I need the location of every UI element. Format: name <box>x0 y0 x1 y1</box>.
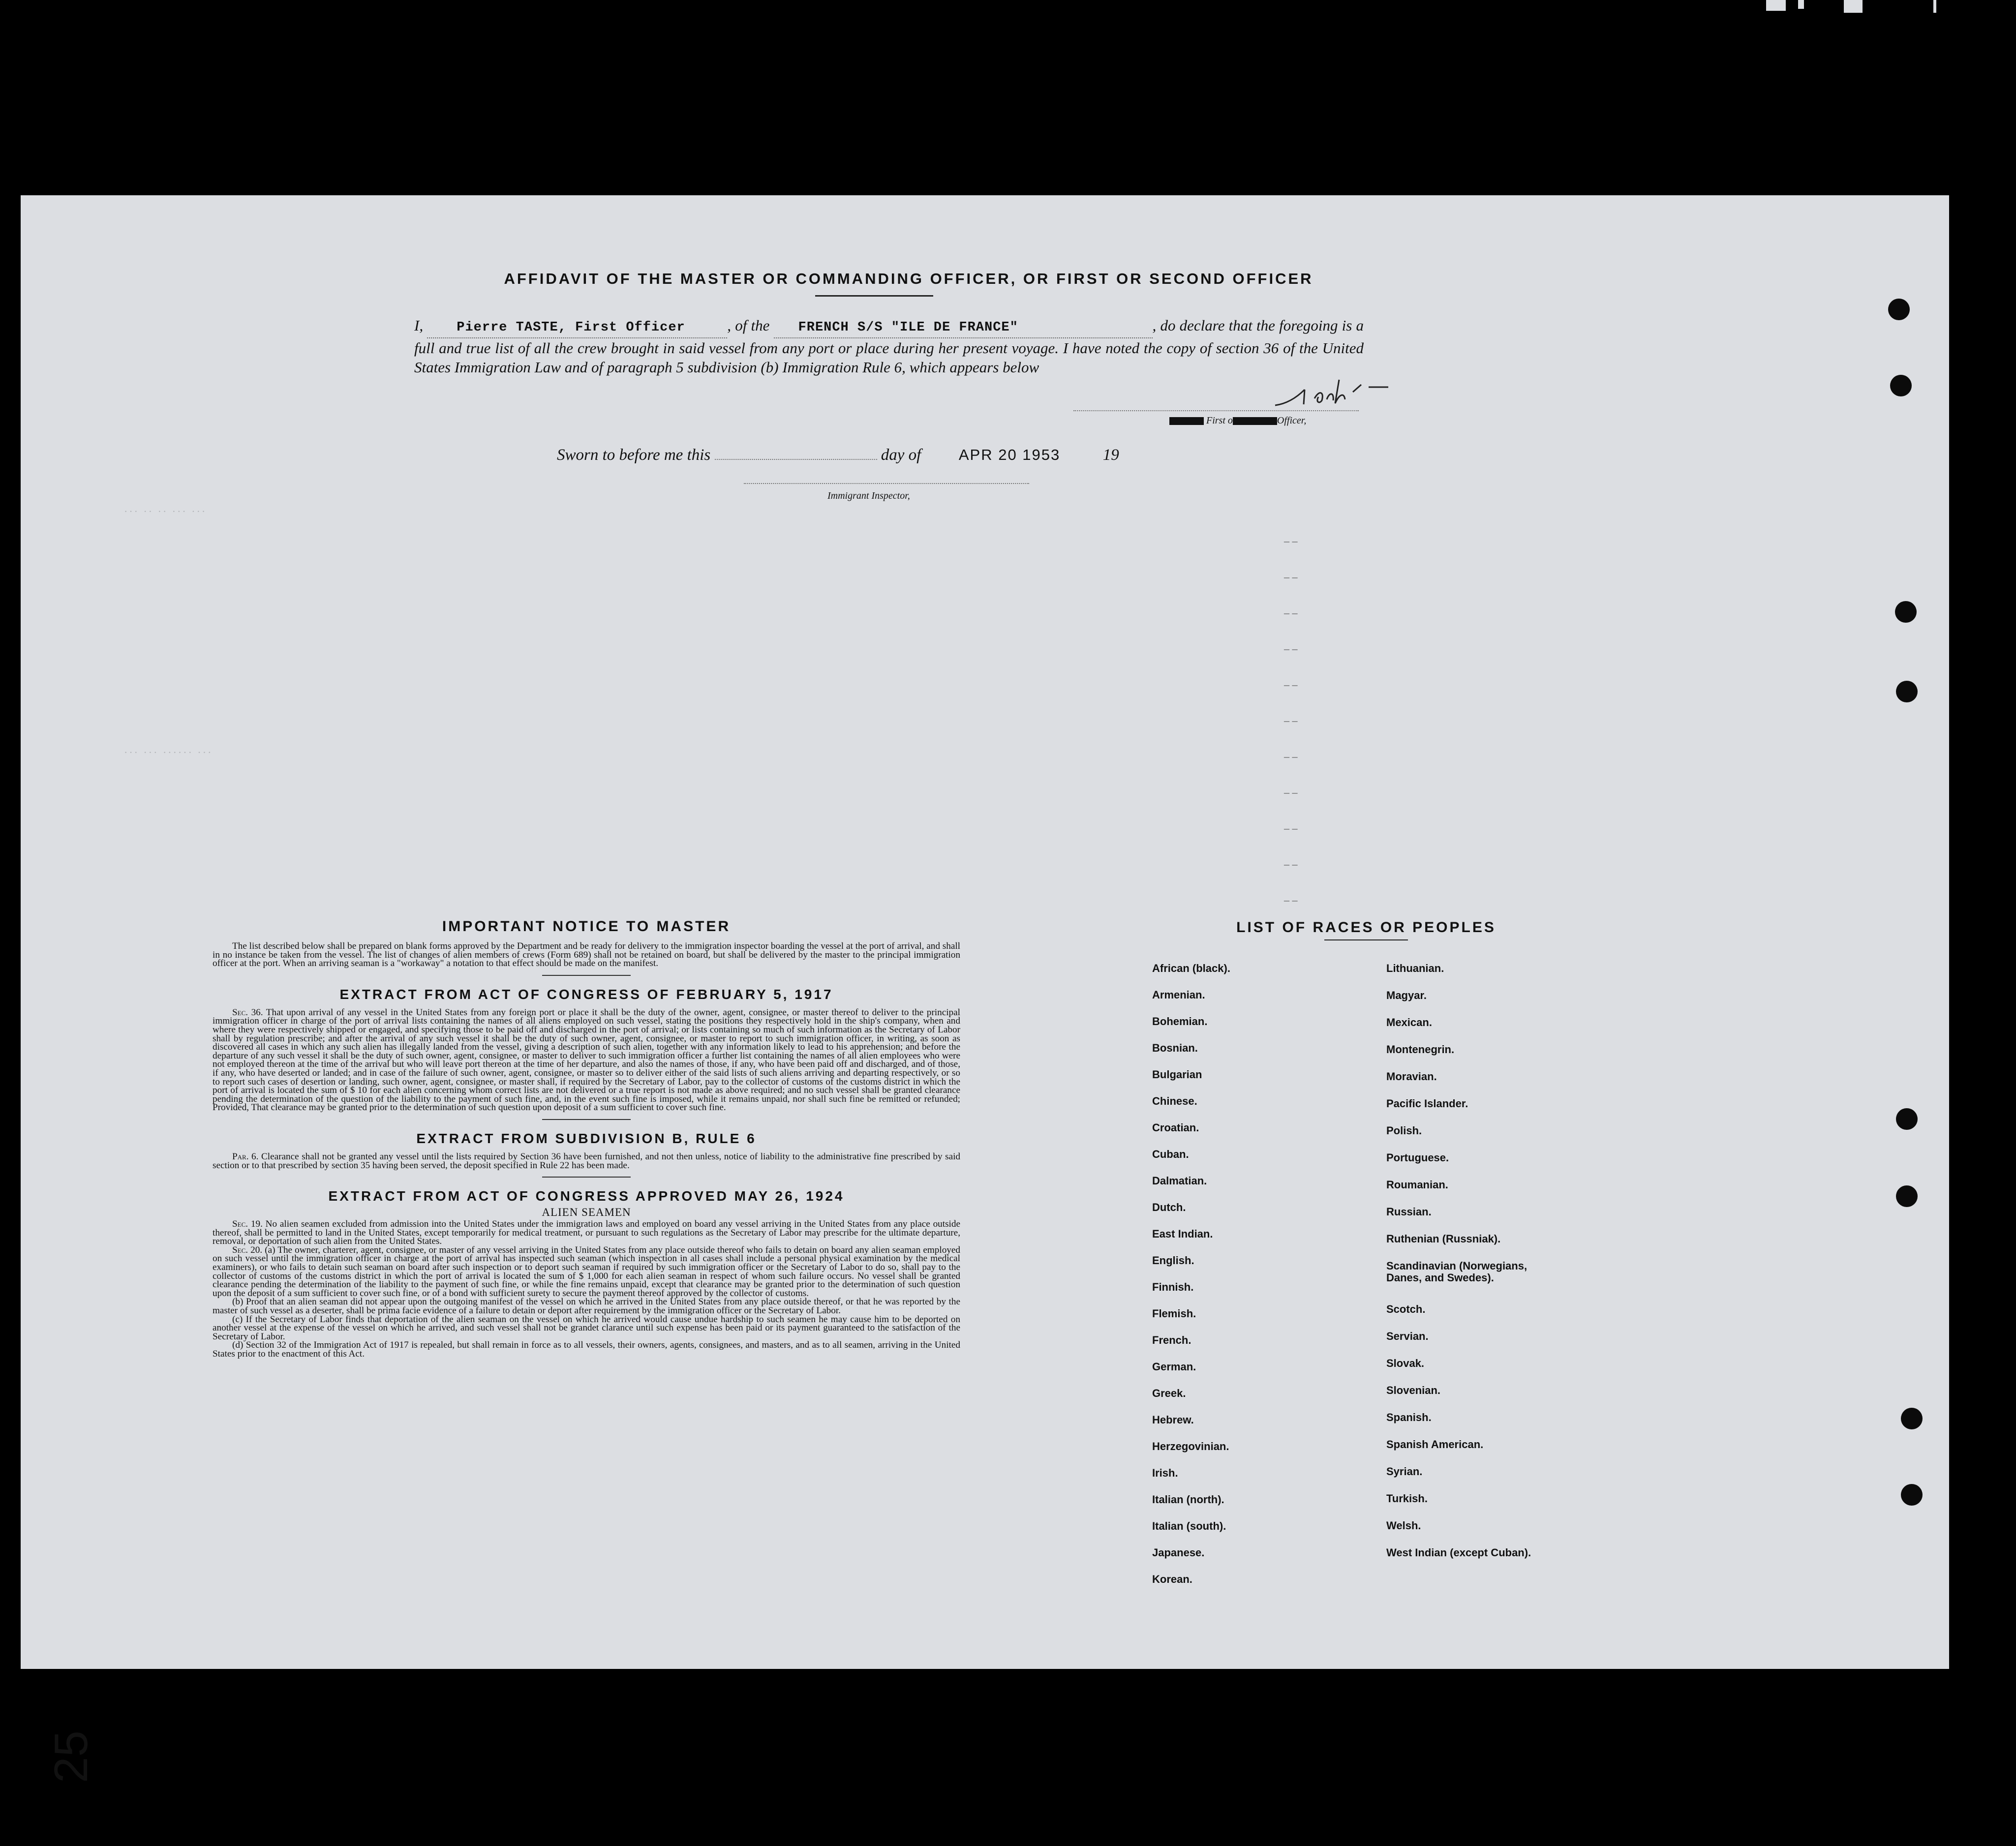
race-item: Bosnian. <box>1152 1042 1198 1054</box>
dash-mark: – – <box>1284 786 1298 798</box>
dash-mark: – – <box>1284 858 1298 870</box>
scan-artifact <box>1844 0 1863 13</box>
title-underline <box>815 295 933 297</box>
dash-mark: – – <box>1284 678 1298 691</box>
race-item: German. <box>1152 1361 1196 1373</box>
declaration-body: that the foregoing is a full and true list of all the crew brought in said vessel from any port or place during her present voyage. I have noted the copy of section 36 of the United States Immigration Law and of paragraph 5 subdivision (b) Immigration Rule 6, which appears below <box>414 317 1364 376</box>
scan-artifact <box>1933 0 1936 13</box>
sec20-d: (d) Section 32 of the Immigration Act of 1917 is repealed, but shall remain in force as to all vessels, their owners, agents, consignees, and masters, and as to all seamen, arriving in the United States prior to the enactment of this Act. <box>213 1340 960 1359</box>
signature-caption-first: First o <box>1206 415 1233 426</box>
page-number: 25 <box>45 1730 97 1783</box>
races-title: LIST OF RACES OR PEOPLES <box>1236 919 1496 936</box>
race-item: Moravian. <box>1386 1070 1437 1083</box>
year-prefix: 19 <box>1102 446 1119 464</box>
race-item: Slovak. <box>1386 1357 1425 1369</box>
punch-hole <box>1888 299 1910 320</box>
race-item: African (black). <box>1152 962 1230 974</box>
sworn-line <box>557 446 1119 464</box>
sec20-label: Sec. 20. <box>232 1244 263 1255</box>
race-item: Italian (north). <box>1152 1493 1224 1506</box>
extract1-section: Sec. 36. <box>232 1007 263 1018</box>
race-item: Croatian. <box>1152 1121 1199 1134</box>
notice-title: IMPORTANT NOTICE TO MASTER <box>442 918 731 935</box>
race-item: French. <box>1152 1334 1191 1346</box>
section-divider <box>542 1119 631 1120</box>
race-item: Flemish. <box>1152 1307 1196 1320</box>
race-item: Finnish. <box>1152 1281 1194 1293</box>
race-item: Roumanian. <box>1386 1179 1448 1191</box>
punch-hole <box>1895 601 1917 623</box>
extract2-paragraph <box>213 1152 960 1170</box>
notice-body: The list described below shall be prepared on blank forms approved by the Department and be ready for delivery to the immigration inspector boarding the vessel at the port of arrival, and shall in no instance be taken from the vessel. The list of changes of alien members of crews (Form 689) shall not be retained on board, but shall be delivered by the master to the principal immigration officer at the port. When an arriving seaman is a "workaway" a notation to that effect should be made on the manifest. <box>213 941 960 969</box>
race-item: Scandinavian (Norwegians, Danes, and Swedes). <box>1386 1260 1527 1284</box>
punch-hole <box>1890 375 1912 396</box>
extract2-body: Clearance shall not be granted any vessel until the lists required by Section 36 have been furnished, and not then unless, notice of liability to the administrative fine prescribed by said section or to that prescribed by section 35 having been served, the deposit specified in Rule 22 has been made. <box>213 1151 961 1171</box>
dash-mark: – – <box>1284 642 1298 655</box>
section-divider <box>542 1177 631 1178</box>
race-item: Irish. <box>1152 1467 1178 1479</box>
declaration-do-declare: , do declare <box>1152 317 1225 334</box>
vessel-name: FRENCH S/S "ILE DE FRANCE" <box>798 320 1018 335</box>
scan-artifact <box>1766 0 1786 11</box>
scan-artifact <box>1798 0 1804 9</box>
punch-hole <box>1896 1185 1918 1207</box>
race-item: Syrian. <box>1386 1465 1423 1478</box>
dash-mark: – – <box>1284 714 1298 726</box>
dash-mark: – – <box>1284 750 1298 762</box>
races-title-underline <box>1324 939 1408 940</box>
extract3-title: EXTRACT FROM ACT OF CONGRESS APPROVED MAY 26, 1924 <box>328 1188 845 1204</box>
officer-name: Pierre TASTE, First Officer <box>457 320 685 335</box>
inspector-caption: Immigrant Inspector, <box>827 490 910 501</box>
race-item: Montenegrin. <box>1386 1043 1455 1056</box>
dash-mark: – – <box>1284 606 1298 619</box>
sec19-body: No alien seamen excluded from admission into the United States under the immigration laws and employed on board any vessel arriving in the United States from any place outside thereof, shall be permitted to land in the United States, except temporarily for medical treatment, or pursuant to such regulations as the Secretary of Labor may prescribe for the ultimate departure, removal, or deportation of such alien from the United States. <box>213 1219 961 1247</box>
race-item: Spanish American. <box>1386 1438 1484 1451</box>
extract3-subtitle: ALIEN SEAMEN <box>542 1206 631 1219</box>
signature-caption <box>1169 415 1306 426</box>
race-item: Servian. <box>1386 1330 1429 1342</box>
race-item: East Indian. <box>1152 1228 1213 1240</box>
sworn-day-of: day of <box>881 446 921 464</box>
sec19-label: Sec. 19. <box>232 1219 263 1230</box>
race-item: West Indian (except Cuban). <box>1386 1546 1531 1559</box>
declaration-pronoun: I, <box>414 317 424 334</box>
signature-line <box>1073 410 1359 411</box>
date-stamp: APR 20 1953 <box>958 446 1061 463</box>
race-item: Armenian. <box>1152 989 1205 1001</box>
signature-caption-officer: Officer, <box>1277 415 1307 426</box>
race-item: Scotch. <box>1386 1303 1426 1315</box>
race-item: Greek. <box>1152 1387 1186 1399</box>
race-item: Turkish. <box>1386 1492 1428 1505</box>
faint-bleed-mark: ··· ··· ······ ··· <box>124 746 213 758</box>
race-item: Chinese. <box>1152 1095 1197 1107</box>
faint-bleed-mark: ··· ·· ·· ··· ··· <box>124 505 207 517</box>
race-item: Slovenian. <box>1386 1384 1441 1396</box>
race-item: Mexican. <box>1386 1016 1432 1029</box>
race-item: Herzegovinian. <box>1152 1440 1229 1453</box>
race-item: Bohemian. <box>1152 1015 1208 1028</box>
sec20-paragraph <box>213 1246 960 1298</box>
handwritten-signature <box>1270 375 1418 414</box>
race-item: Korean. <box>1152 1573 1192 1585</box>
race-item: Cuban. <box>1152 1148 1189 1160</box>
dash-mark: – – <box>1284 894 1298 906</box>
race-item: Italian (south). <box>1152 1520 1226 1532</box>
sec19-paragraph <box>213 1220 960 1246</box>
extract2-title: EXTRACT FROM SUBDIVISION B, RULE 6 <box>416 1130 757 1146</box>
race-item: Pacific Islander. <box>1386 1097 1468 1110</box>
race-item: Japanese. <box>1152 1546 1205 1559</box>
extract1-title: EXTRACT FROM ACT OF CONGRESS OF FEBRUARY 5, 1917 <box>339 986 833 1002</box>
race-item: Portuguese. <box>1386 1151 1449 1164</box>
race-item: Welsh. <box>1386 1519 1421 1532</box>
race-item: Ruthenian (Russniak). <box>1386 1233 1501 1245</box>
punch-hole <box>1896 681 1918 702</box>
affidavit-declaration <box>414 316 1364 377</box>
race-item: Russian. <box>1386 1206 1432 1218</box>
extract1-paragraph <box>213 1008 960 1112</box>
race-item: Dutch. <box>1152 1201 1186 1213</box>
race-item: Bulgarian <box>1152 1068 1202 1081</box>
section-divider <box>542 975 631 976</box>
sworn-text: Sworn to before me this <box>557 446 711 464</box>
inspector-line <box>744 483 1029 484</box>
dash-mark: – – <box>1284 571 1298 583</box>
punch-hole <box>1901 1408 1923 1429</box>
sec20-a: (a) The owner, charterer, agent, consignee, or master of any vessel arriving in the United States from any place outside thereof who fails to detain on board any alien seaman employed on such vessel until the immigration officer in charge at the port of arrival has inspected such seaman (which inspection in all cases shall include a personal physical examination by the medical examiners), or who fails to detain such seaman on board after such inspection or to deport such seaman if required by such immigration officer or the Secretary of Labor to do so, shall pay to the collector of customs of the customs district in which the port of arrival is located the sum of $ 1,000 for each alien seaman in respect of whom such failure occurs. No vessel shall be granted clearance pending the determination of the liability to the payment of such fine, or while the fine remains unpaid, except that clearance may be granted prior to the determination of such question upon the deposit of a sum sufficient to cover such fine, or of a bond with sufficient surety to secure the payment thereof approved by the collector of customs. <box>213 1244 961 1299</box>
extract2-section: Par. 6. <box>232 1151 259 1162</box>
notice-column <box>213 918 960 1359</box>
race-item: Polish. <box>1386 1124 1422 1137</box>
sec20-b: (b) Proof that an alien seaman did not appear upon the outgoing manifest of the vessel on which he arrived in the United States from any place outside thereof, or that he was reported by the master of such vessel as a deserter, shall be prima facie evidence of a failure to detain or deport after requirement by the immigration officer or the Secretary of Labor. <box>213 1297 960 1316</box>
race-item: Dalmatian. <box>1152 1175 1207 1187</box>
race-item: English. <box>1152 1254 1194 1267</box>
affidavit-title: AFFIDAVIT OF THE MASTER OR COMMANDING OFFICER, OR FIRST OR SECOND OFFICER <box>504 270 1313 287</box>
dash-mark: – – <box>1284 822 1298 834</box>
race-item: Hebrew. <box>1152 1414 1194 1426</box>
race-item: Magyar. <box>1386 989 1427 1001</box>
race-item: Lithuanian. <box>1386 962 1444 974</box>
declaration-of-the: , of the <box>727 317 770 334</box>
dash-mark: – – <box>1284 535 1298 547</box>
extract1-body: That upon arrival of any vessel in the United States from any foreign port or place it shall be the duty of the owner, agent, consignee, or master thereof to deliver to the principal immigration officer in charge of the port of arrival lists containing the names of all aliens employed on such vessel, stating the positions they respectively hold in the ship's company, when and where they were respectively shipped or engaged, and specifying those to be paid off and discharged in the port of arrival; or lists containing so much of such information as the Secretary of Labor shall by regulation prescribe; and after the arrival of any such vessel it shall be the duty of such owner, agent, consignee, or master to report to such immigration officer, in writing, as soon as discovered all cases in which any such alien has illegally landed from the vessel, giving a description of such alien, together with any information likely to lead to his apprehension; and before the departure of any such vessel it shall be the duty of such owner, agent, consignee, or master to deliver to such immigration officer a further list containing the names of all alien employees who were not employed thereon at the time of the arrival but who will leave port thereon at the time of her departure, and also the names of those, if any, who have been paid off and discharged, and of those, if any, who have deserted or landed; and in case of the failure of such owner, agent, consignee, or master so to deliver either of the said lists of such aliens arriving and departing respectively, or so to report such cases of desertion or landing, such owner, agent, consignee, or master shall, if required by the Secretary of Labor, pay to the collector of customs of the customs district in which the port of arrival is located the sum of $ 10 for each alien concerning whom correct lists are not delivered or a true report is not made as above required; and no such vessel shall be granted clearance pending the determination of the question of the liability to the payment of such fine, and, in the event such fine is imposed, while it remains unpaid, nor shall such fine be remitted or refunded; Provided, That clearance may be granted prior to the determination of such question upon deposit of a sum sufficient to cover such fine. <box>213 1007 960 1113</box>
race-item: Spanish. <box>1386 1411 1432 1423</box>
sec20-c: (c) If the Secretary of Labor finds that deportation of the alien seaman on the vessel on which he arrived would cause undue hardship to such seamen he may cause him to be deported on another vessel at the expense of the vessel on which he arrived, and such vessel shall not be grandet clarance until such expense has been paid or its payment guaranteed to the satisfaction of the Secretary of Labor. <box>213 1314 960 1342</box>
punch-hole <box>1896 1108 1918 1130</box>
form-sheet <box>21 195 1949 1783</box>
punch-hole <box>1901 1484 1923 1506</box>
